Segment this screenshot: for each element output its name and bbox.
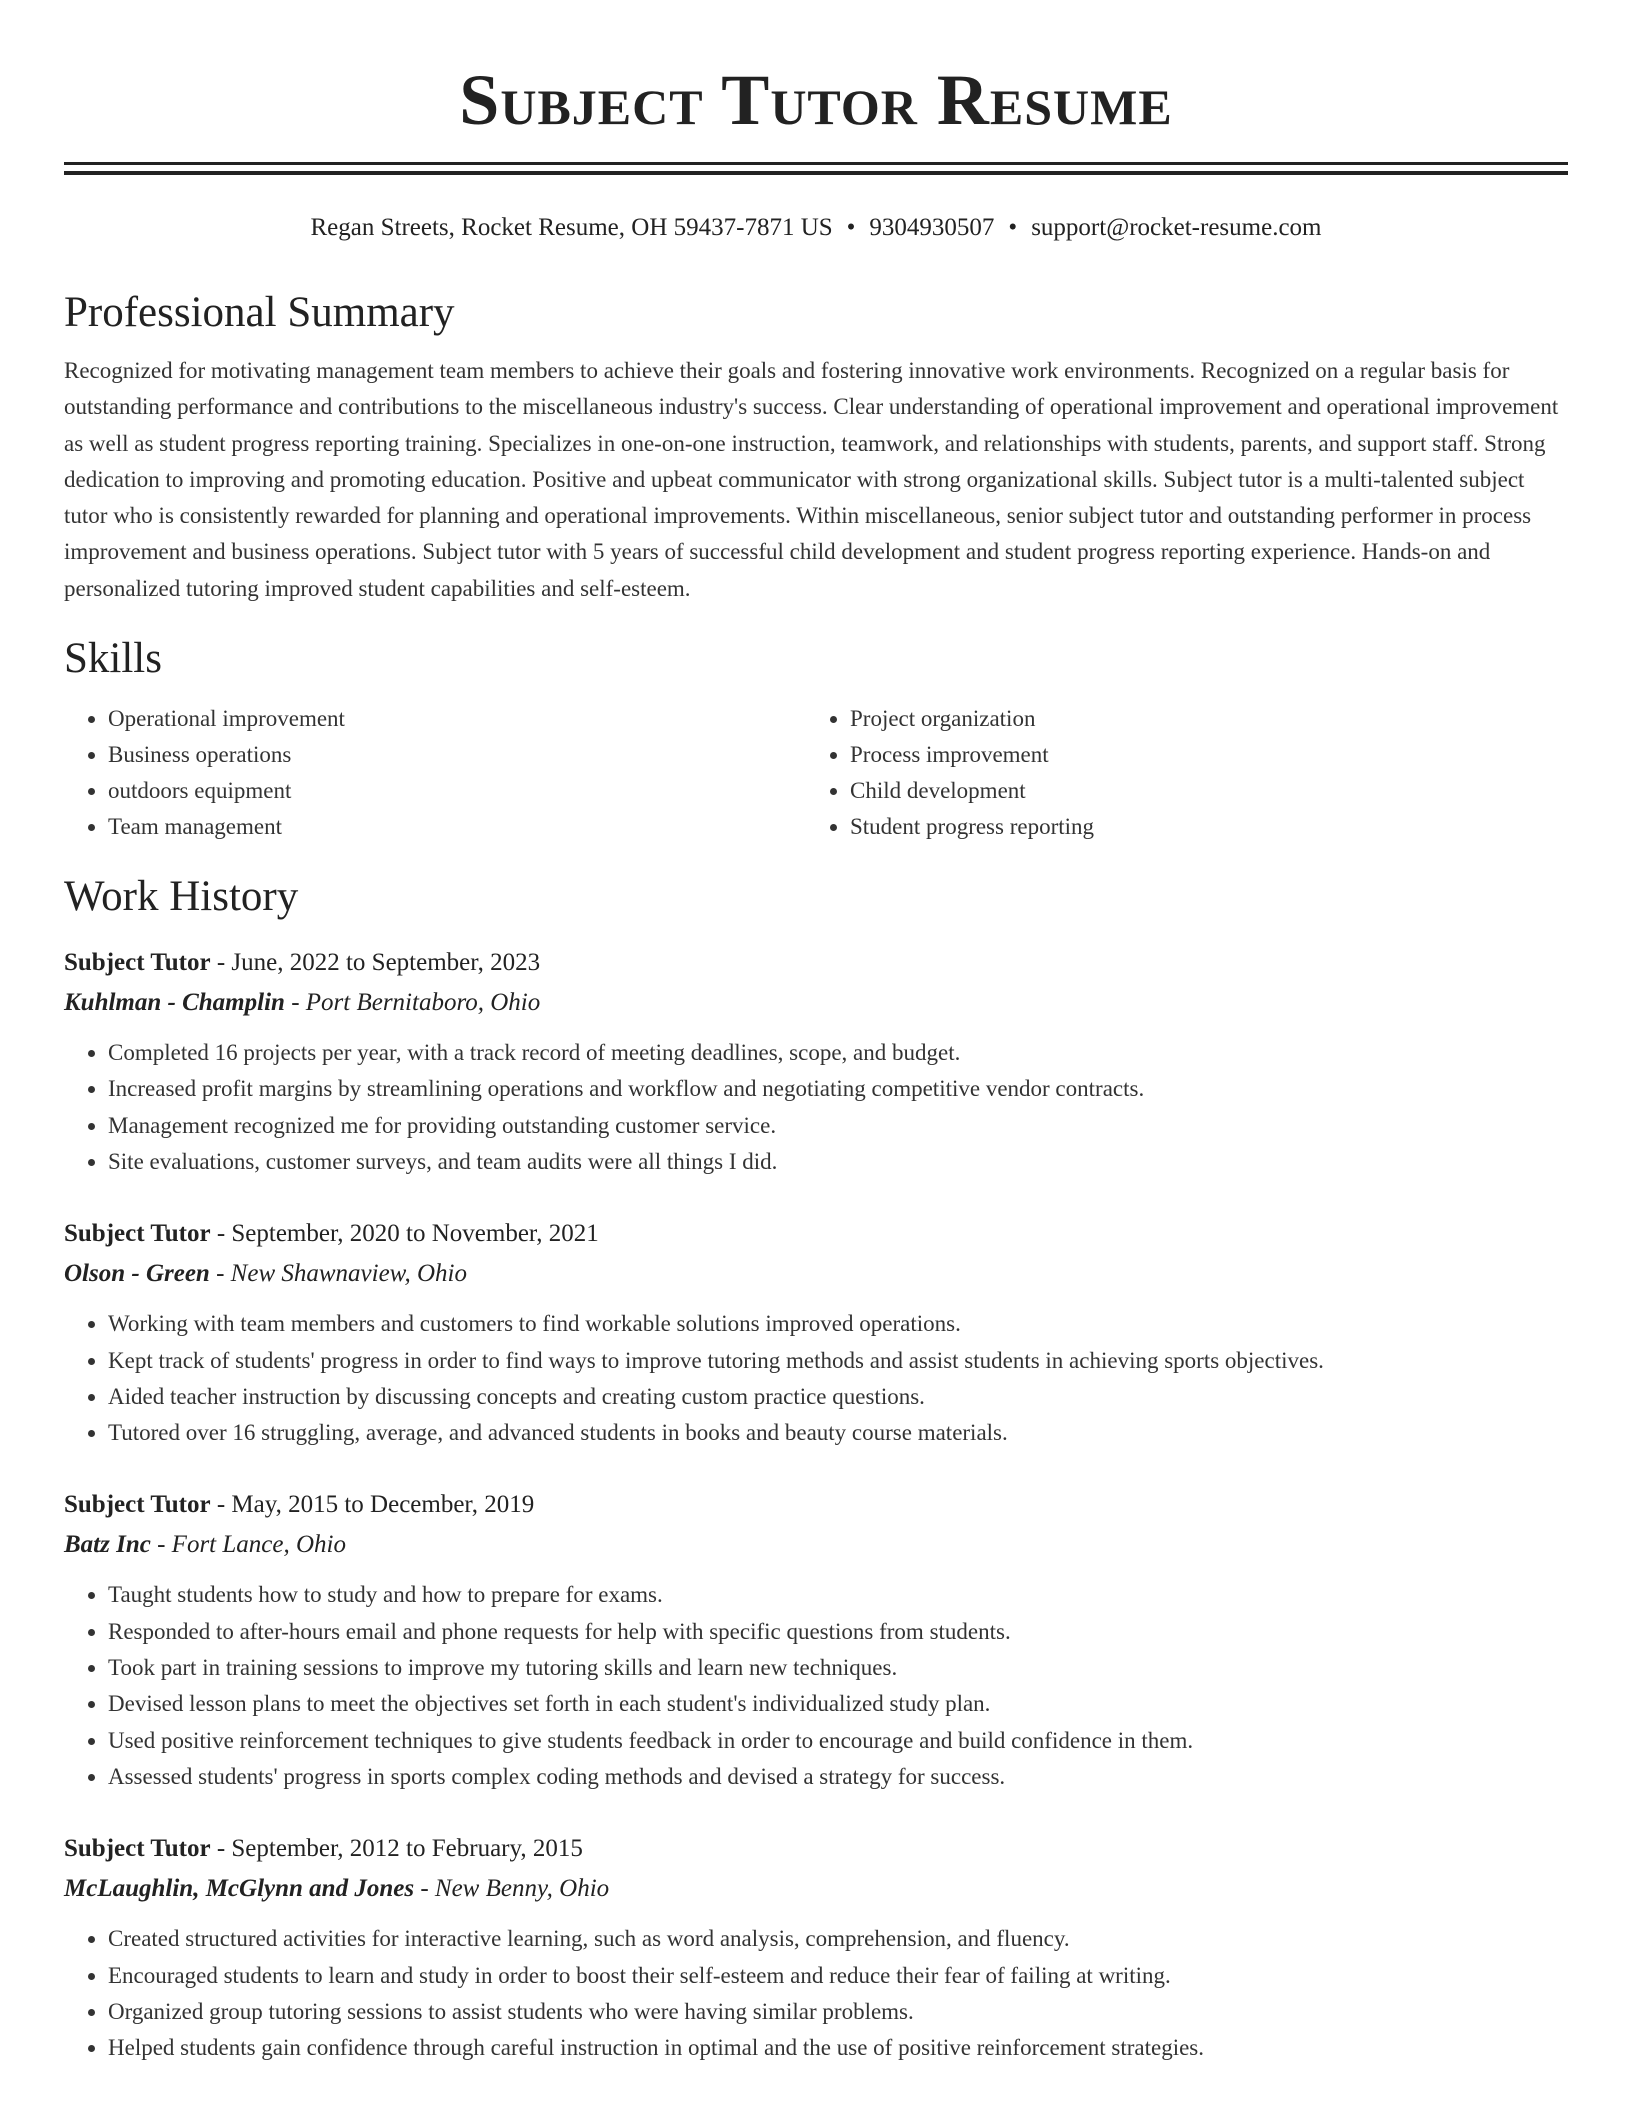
job-bullet: • Used positive reinforcement techniques to give students feedback in order to encourage and build confidence in them. xyxy=(108,1723,1568,1759)
skill-item: • Business operations xyxy=(108,737,806,773)
job-entry xyxy=(64,943,1568,1180)
job-bullet: • Completed 16 projects per year, with a track record of meeting deadlines, scope, and budget. xyxy=(108,1035,1568,1071)
job-role: Subject Tutor xyxy=(64,1491,211,1519)
job-entry xyxy=(64,1829,1568,2066)
job-dates: May, 2015 to December, 2019 xyxy=(231,1491,535,1519)
job-company: McLaughlin, McGlynn and Jones xyxy=(64,1875,415,1903)
contact-phone: 9304930507 xyxy=(869,214,995,241)
job-role: Subject Tutor xyxy=(64,1835,211,1863)
job-company: Batz Inc xyxy=(64,1531,151,1559)
job-entry xyxy=(64,1485,1568,1795)
skills-column-left xyxy=(64,701,806,845)
skills-heading: Skills xyxy=(64,635,162,683)
skill-item: • Project organization xyxy=(850,701,1548,737)
job-bullets xyxy=(64,1306,1568,1451)
job-bullet: • Organized group tutoring sessions to assist students who were having similar problems. xyxy=(108,1994,1568,2030)
contact-line xyxy=(64,211,1568,245)
skills-list xyxy=(64,701,1568,845)
job-bullet: • Management recognized me for providing outstanding customer service. xyxy=(108,1108,1568,1144)
job-bullet: • Site evaluations, customer surveys, and team audits were all things I did. xyxy=(108,1144,1568,1180)
skill-item: • Student progress reporting xyxy=(850,809,1548,845)
resume-title: Subject Tutor Resume xyxy=(459,60,1173,140)
work-history-heading: Work History xyxy=(64,873,299,921)
job-bullets xyxy=(64,1035,1568,1180)
job-bullet: • Responded to after-hours email and phone requests for help with specific questions from students. xyxy=(108,1614,1568,1650)
job-bullet: • Aided teacher instruction by discussing concepts and creating custom practice questions. xyxy=(108,1379,1568,1415)
contact-separator: • xyxy=(1008,214,1018,241)
job-company-line: Batz Inc - Fort Lance, Ohio xyxy=(64,1531,346,1559)
job-dates: June, 2022 to September, 2023 xyxy=(231,949,541,977)
job-title-line: Subject Tutor - September, 2020 to November, 2021 xyxy=(64,1220,599,1248)
skill-item: • Operational improvement xyxy=(108,701,806,737)
job-bullet: • Created structured activities for interactive learning, such as word analysis, comprehension, and fluency. xyxy=(108,1921,1568,1957)
summary-heading: Professional Summary xyxy=(64,289,455,336)
job-bullet: • Taught students how to study and how to prepare for exams. xyxy=(108,1577,1568,1613)
skill-item: • Child development xyxy=(850,773,1548,809)
job-company: Olson - Green xyxy=(64,1260,210,1288)
job-bullet: • Tutored over 16 struggling, average, and advanced students in books and beauty course materials. xyxy=(108,1415,1568,1451)
summary-text: Recognized for motivating management team members to achieve their goals and fostering innovative work environments. Recognized on a regular basis for outstanding performance and contributions to the miscellaneous industry's success. Clear understanding of operational improvement and operational improvement as well as student progress reporting training. Specializes in one-on-one instruction, teamwork, and relationships with students, parents, and support staff. Strong dedication to improving and promoting education. Positive and upbeat communicator with strong organizational skills. Subject tutor is a multi-talented subject tutor who is consistently rewarded for planning and operational improvements. Within miscellaneous, senior subject tutor and outstanding performer in process improvement and business operations. Subject tutor with 5 years of successful child development and student progress reporting experience. Hands-on and personalized tutoring improved student capabilities and self-esteem. xyxy=(64,358,1559,601)
job-entry xyxy=(64,1214,1568,1451)
job-title-line: Subject Tutor - September, 2012 to February, 2015 xyxy=(64,1835,583,1863)
job-company-line: Olson - Green - New Shawnaview, Ohio xyxy=(64,1260,467,1288)
job-company-line: Kuhlman - Champlin - Port Bernitaboro, Ohio xyxy=(64,989,541,1017)
job-dates: September, 2020 to November, 2021 xyxy=(231,1220,599,1248)
skill-item: • outdoors equipment xyxy=(108,773,806,809)
job-bullet: • Working with team members and customers to find workable solutions improved operations. xyxy=(108,1306,1568,1342)
resume-page xyxy=(64,0,1568,2066)
job-bullet: • Helped students gain confidence through careful instruction in optimal and the use of positive reinforcement strategies. xyxy=(108,2030,1568,2066)
job-location: New Shawnaview, Ohio xyxy=(230,1260,467,1288)
title-divider xyxy=(64,162,1568,175)
job-location: New Benny, Ohio xyxy=(434,1875,610,1903)
job-location: Port Bernitaboro, Ohio xyxy=(305,989,541,1017)
contact-address: Regan Streets, Rocket Resume, OH 59437-7871 US xyxy=(310,214,833,241)
job-dates: September, 2012 to February, 2015 xyxy=(231,1835,583,1863)
job-title-line: Subject Tutor - June, 2022 to September, 2023 xyxy=(64,949,541,977)
job-bullet: • Increased profit margins by streamlining operations and workflow and negotiating competitive vendor contracts. xyxy=(108,1071,1568,1107)
job-bullet: • Devised lesson plans to meet the objectives set forth in each student's individualized study plan. xyxy=(108,1686,1568,1722)
job-company: Kuhlman - Champlin xyxy=(64,989,285,1017)
skills-column-right xyxy=(806,701,1548,845)
job-bullet: • Took part in training sessions to improve my tutoring skills and learn new techniques. xyxy=(108,1650,1568,1686)
job-role: Subject Tutor xyxy=(64,1220,211,1248)
job-location: Fort Lance, Ohio xyxy=(171,1531,346,1559)
job-title-line: Subject Tutor - May, 2015 to December, 2019 xyxy=(64,1491,535,1519)
job-bullets xyxy=(64,1577,1568,1795)
skill-item: • Team management xyxy=(108,809,806,845)
contact-separator: • xyxy=(846,214,856,241)
job-bullet: • Kept track of students' progress in order to find ways to improve tutoring methods and assist students in achieving sports objectives. xyxy=(108,1343,1568,1379)
job-role: Subject Tutor xyxy=(64,949,211,977)
skill-item: • Process improvement xyxy=(850,737,1548,773)
job-bullet: • Assessed students' progress in sports complex coding methods and devised a strategy for success. xyxy=(108,1759,1568,1795)
job-bullets xyxy=(64,1921,1568,2066)
job-company-line: McLaughlin, McGlynn and Jones - New Benny, Ohio xyxy=(64,1875,610,1903)
contact-email: support@rocket-resume.com xyxy=(1031,214,1322,241)
job-bullet: • Encouraged students to learn and study in order to boost their self-esteem and reduce their fear of failing at writing. xyxy=(108,1958,1568,1994)
